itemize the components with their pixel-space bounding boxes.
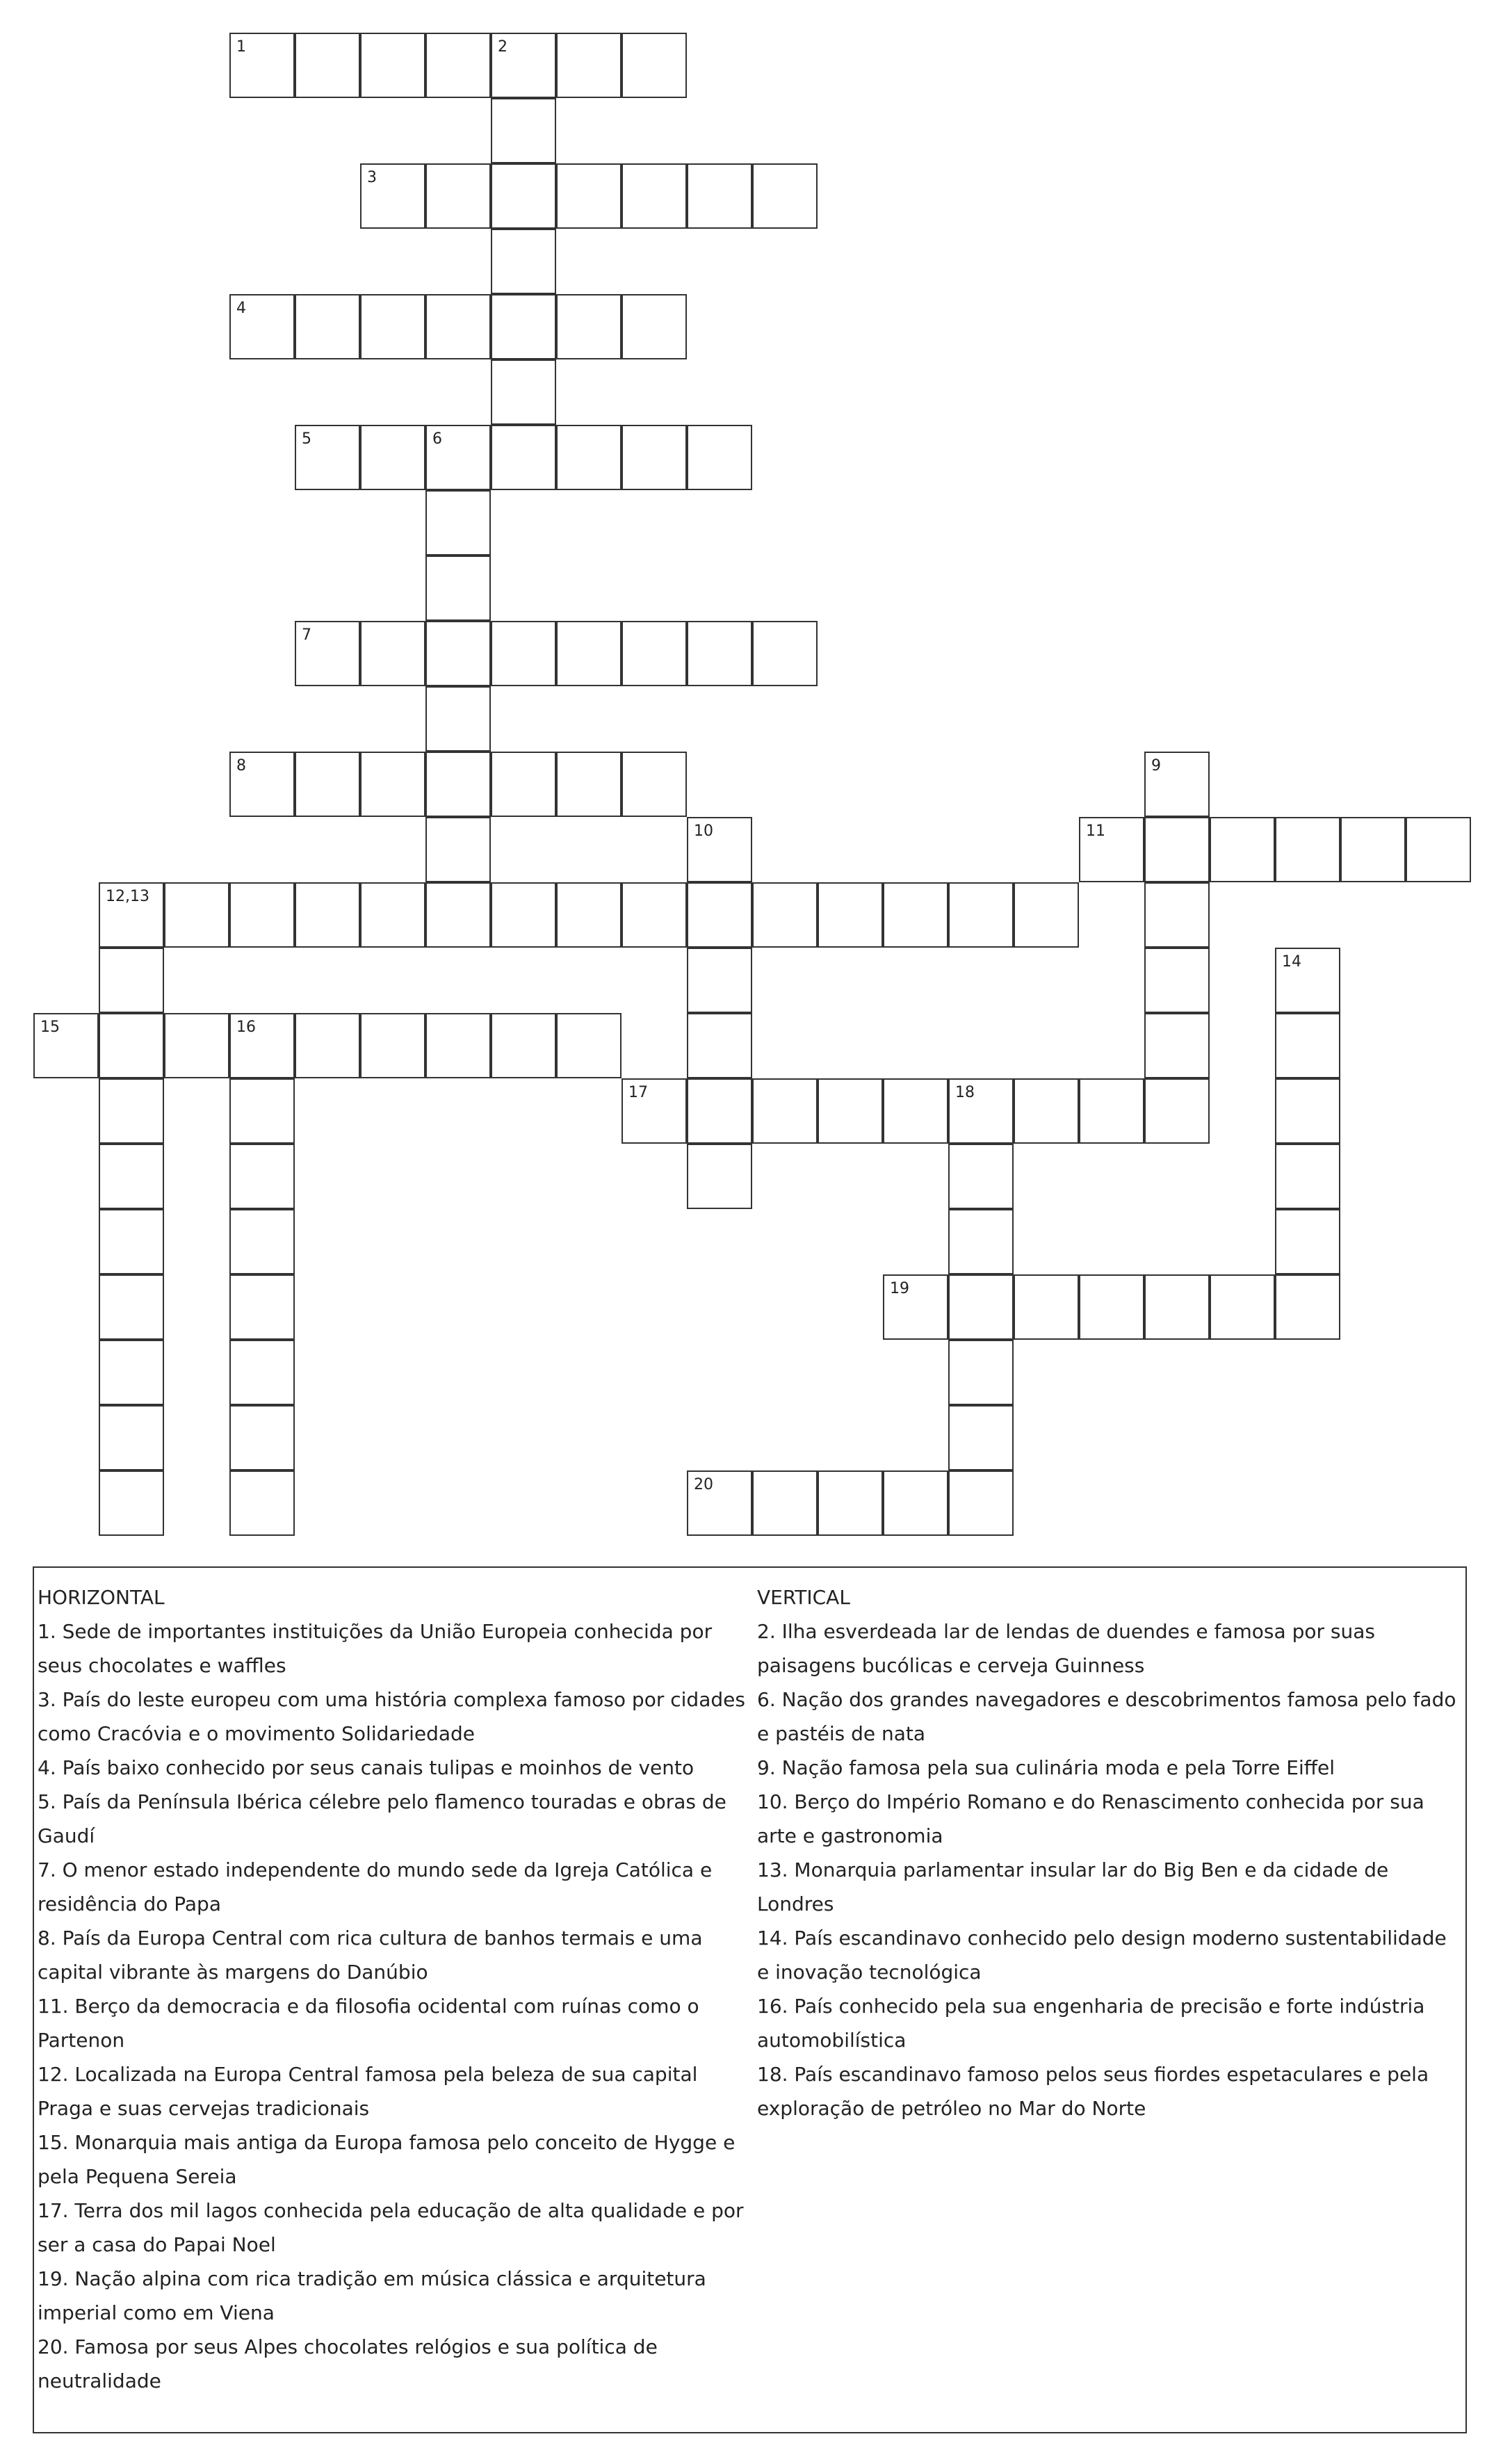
- horizontal-clues: [38, 1580, 754, 2398]
- vertical-title: VERTICAL: [757, 1586, 850, 1609]
- crossword-cell[interactable]: [99, 1209, 164, 1274]
- crossword-cell[interactable]: [1340, 817, 1406, 882]
- crossword-cell[interactable]: [752, 163, 818, 229]
- crossword-cell[interactable]: [425, 33, 491, 98]
- horizontal-clue: 17. Terra dos mil lagos conhecida pela educação de alta qualidade e por ser a casa do Papai Noel: [38, 2199, 744, 2256]
- crossword-cell[interactable]: [491, 98, 556, 163]
- crossword-cell[interactable]: [425, 752, 491, 817]
- crossword-cell[interactable]: [360, 294, 425, 359]
- crossword-cell[interactable]: [360, 882, 425, 948]
- vertical-clue: 14. País escandinavo conhecido pelo design moderno sustentabilidade e inovação tecnológica: [757, 1927, 1447, 1984]
- crossword-cell[interactable]: [425, 621, 491, 686]
- clue-number: 18: [955, 1084, 975, 1101]
- clue-number: 2: [498, 38, 507, 56]
- crossword-cell[interactable]: [360, 1013, 425, 1078]
- crossword-cell[interactable]: [687, 621, 752, 686]
- crossword-cell[interactable]: [425, 556, 491, 621]
- crossword-cell[interactable]: [948, 1144, 1014, 1209]
- horizontal-clue: 4. País baixo conhecido por seus canais tulipas e moinhos de vento: [38, 1756, 694, 1779]
- crossword-cell[interactable]: [164, 1013, 229, 1078]
- clue-number: 9: [1151, 757, 1161, 775]
- crossword-cell[interactable]: [1014, 882, 1079, 948]
- crossword-cell[interactable]: [425, 490, 491, 556]
- crossword-cell[interactable]: [425, 425, 491, 490]
- vertical-clue: 9. Nação famosa pela sua culinária moda e pela Torre Eiffel: [757, 1756, 1335, 1779]
- crossword-cell[interactable]: [1144, 752, 1210, 817]
- crossword-cell[interactable]: [425, 1013, 491, 1078]
- crossword-cell[interactable]: [425, 294, 491, 359]
- crossword-cell[interactable]: [687, 948, 752, 1013]
- clue-number: 1: [236, 38, 246, 56]
- crossword-cell[interactable]: [687, 817, 752, 882]
- clue-number: 4: [236, 300, 246, 317]
- crossword-cell[interactable]: [491, 33, 556, 98]
- crossword-cell[interactable]: [556, 621, 621, 686]
- horizontal-clue: 8. País da Europa Central com rica cultura de banhos termais e uma capital vibrante às margens do Danúbio: [38, 1927, 703, 1984]
- crossword-cell[interactable]: [1275, 948, 1340, 1013]
- crossword-cell[interactable]: [229, 752, 295, 817]
- crossword-cell[interactable]: [752, 1078, 818, 1144]
- horizontal-clue: 7. O menor estado independente do mundo sede da Igreja Católica e residência do Papa: [38, 1858, 713, 1915]
- crossword-cell[interactable]: [1144, 817, 1210, 882]
- horizontal-clue: 1. Sede de importantes instituições da União Europeia conhecida por seus chocolates e waffles: [38, 1620, 713, 1677]
- crossword-cell[interactable]: [99, 1340, 164, 1405]
- crossword-cell[interactable]: [948, 1470, 1014, 1536]
- crossword-cell[interactable]: [1079, 817, 1144, 882]
- crossword-cell[interactable]: [99, 882, 164, 948]
- crossword-cell[interactable]: [1144, 882, 1210, 948]
- crossword-cell[interactable]: [1275, 1013, 1340, 1078]
- crossword-cell[interactable]: [229, 1078, 295, 1144]
- crossword-cell[interactable]: [621, 1078, 687, 1144]
- horizontal-clue: 15. Monarquia mais antiga da Europa famosa pelo conceito de Hygge e pela Pequena Sereia: [38, 2131, 736, 2188]
- crossword-cell[interactable]: [99, 1078, 164, 1144]
- crossword-cell[interactable]: [491, 1013, 556, 1078]
- crossword-cell[interactable]: [99, 1470, 164, 1536]
- crossword-cell[interactable]: [752, 882, 818, 948]
- crossword-cell[interactable]: [948, 1405, 1014, 1470]
- crossword-cell[interactable]: [229, 294, 295, 359]
- crossword-cell[interactable]: [1079, 1078, 1144, 1144]
- clue-number: 17: [628, 1084, 648, 1101]
- vertical-clue: 13. Monarquia parlamentar insular lar do Big Ben e da cidade de Londres: [757, 1858, 1389, 1915]
- horizontal-clue: 11. Berço da democracia e da filosofia ocidental com ruínas como o Partenon: [38, 1995, 699, 2052]
- crossword-cell[interactable]: [425, 882, 491, 948]
- crossword-cell[interactable]: [621, 163, 687, 229]
- crossword-cell[interactable]: [687, 1144, 752, 1209]
- crossword-cell[interactable]: [1406, 817, 1471, 882]
- crossword-cell[interactable]: [1275, 1209, 1340, 1274]
- crossword-cell[interactable]: [425, 686, 491, 752]
- crossword-cell[interactable]: [33, 1013, 99, 1078]
- crossword-cell[interactable]: [1275, 817, 1340, 882]
- crossword-cell[interactable]: [1275, 1078, 1340, 1144]
- crossword-cell[interactable]: [360, 33, 425, 98]
- crossword-cell[interactable]: [99, 1013, 164, 1078]
- crossword-cell[interactable]: [229, 1470, 295, 1536]
- crossword-cell[interactable]: [295, 425, 360, 490]
- crossword-cell[interactable]: [1210, 817, 1275, 882]
- crossword-cell[interactable]: [295, 1013, 360, 1078]
- clue-number: 14: [1282, 953, 1301, 971]
- crossword-cell[interactable]: [1079, 1274, 1144, 1340]
- clue-number: 3: [367, 169, 377, 186]
- crossword-cell[interactable]: [687, 425, 752, 490]
- crossword-cell[interactable]: [229, 1340, 295, 1405]
- crossword-cell[interactable]: [99, 1144, 164, 1209]
- crossword-cell[interactable]: [229, 33, 295, 98]
- crossword-cell[interactable]: [556, 425, 621, 490]
- crossword-cell[interactable]: [752, 1470, 818, 1536]
- clue-box: [33, 1566, 1467, 2433]
- horizontal-clue: 19. Nação alpina com rica tradição em música clássica e arquitetura imperial como em Viena: [38, 2267, 706, 2324]
- clue-number: 6: [432, 430, 442, 448]
- clue-number: 19: [890, 1280, 909, 1297]
- vertical-clue: 16. País conhecido pela sua engenharia de precisão e forte indústria automobilística: [757, 1995, 1425, 2052]
- crossword-cell[interactable]: [621, 33, 687, 98]
- clue-number: 10: [694, 822, 713, 840]
- crossword-cell[interactable]: [818, 1078, 883, 1144]
- crossword-cell[interactable]: [99, 948, 164, 1013]
- horizontal-clue: 20. Famosa por seus Alpes chocolates relógios e sua política de neutralidade: [38, 2335, 658, 2392]
- clue-number: 15: [40, 1019, 60, 1036]
- horizontal-clue: 5. País da Península Ibérica célebre pelo flamenco touradas e obras de Gaudí: [38, 1790, 726, 1847]
- horizontal-clue: 12. Localizada na Europa Central famosa pela beleza de sua capital Praga e suas cervejas tradicionais: [38, 2063, 698, 2120]
- crossword-cell[interactable]: [948, 882, 1014, 948]
- crossword-cell[interactable]: [99, 1274, 164, 1340]
- crossword-cell[interactable]: [621, 621, 687, 686]
- crossword-cell[interactable]: [295, 621, 360, 686]
- crossword-cell[interactable]: [295, 294, 360, 359]
- crossword-cell[interactable]: [687, 1470, 752, 1536]
- crossword-cell[interactable]: [491, 163, 556, 229]
- crossword-cell[interactable]: [948, 1209, 1014, 1274]
- clue-number: 5: [302, 430, 311, 448]
- crossword-cell[interactable]: [360, 752, 425, 817]
- crossword-cell[interactable]: [1014, 1078, 1079, 1144]
- clue-number: 8: [236, 757, 246, 775]
- clue-number: 11: [1086, 822, 1105, 840]
- crossword-cell[interactable]: [621, 882, 687, 948]
- clue-number: 16: [236, 1019, 256, 1036]
- crossword-cell[interactable]: [556, 33, 621, 98]
- crossword-cell[interactable]: [229, 882, 295, 948]
- crossword-cell[interactable]: [425, 817, 491, 882]
- crossword-cell[interactable]: [491, 359, 556, 425]
- crossword-cell[interactable]: [1014, 1274, 1079, 1340]
- crossword-cell[interactable]: [621, 425, 687, 490]
- crossword-cell[interactable]: [556, 752, 621, 817]
- crossword-cell[interactable]: [556, 163, 621, 229]
- crossword-cell[interactable]: [948, 1274, 1014, 1340]
- crossword-cell[interactable]: [1210, 1274, 1275, 1340]
- crossword-cell[interactable]: [818, 1470, 883, 1536]
- crossword-cell[interactable]: [621, 294, 687, 359]
- crossword-cell[interactable]: [491, 621, 556, 686]
- crossword-cell[interactable]: [229, 1013, 295, 1078]
- crossword-cell[interactable]: [948, 1078, 1014, 1144]
- crossword-cell[interactable]: [491, 229, 556, 294]
- clue-number: 20: [694, 1476, 713, 1493]
- crossword-cell[interactable]: [229, 1209, 295, 1274]
- crossword-cell[interactable]: [360, 425, 425, 490]
- crossword-cell[interactable]: [295, 752, 360, 817]
- crossword-cell[interactable]: [229, 1405, 295, 1470]
- crossword-cell[interactable]: [621, 752, 687, 817]
- crossword-cell[interactable]: [1275, 1144, 1340, 1209]
- crossword-cell[interactable]: [1144, 1274, 1210, 1340]
- crossword-cell[interactable]: [948, 1340, 1014, 1405]
- crossword-cell[interactable]: [229, 1274, 295, 1340]
- crossword-cell[interactable]: [491, 752, 556, 817]
- crossword-cell[interactable]: [360, 163, 425, 229]
- vertical-clue: 6. Nação dos grandes navegadores e descobrimentos famosa pelo fado e pastéis de nata: [757, 1688, 1456, 1745]
- crossword-cell[interactable]: [1144, 1013, 1210, 1078]
- crossword-cell[interactable]: [556, 1013, 621, 1078]
- crossword-cell[interactable]: [295, 33, 360, 98]
- crossword-cell[interactable]: [883, 882, 948, 948]
- crossword-cell[interactable]: [99, 1405, 164, 1470]
- horizontal-title: HORIZONTAL: [38, 1586, 165, 1609]
- crossword-cell[interactable]: [752, 621, 818, 686]
- vertical-clue: 18. País escandinavo famoso pelos seus fiordes espetaculares e pela exploração de petróleo no Mar do Norte: [757, 2063, 1429, 2120]
- vertical-clue: 10. Berço do Império Romano e do Renascimento conhecida por sua arte e gastronomia: [757, 1790, 1424, 1847]
- crossword-cell[interactable]: [556, 294, 621, 359]
- crossword-cell[interactable]: [883, 1470, 948, 1536]
- crossword-cell[interactable]: [687, 1013, 752, 1078]
- clue-number: 12,13: [106, 888, 149, 905]
- crossword-cell[interactable]: [295, 882, 360, 948]
- crossword-cell[interactable]: [818, 882, 883, 948]
- crossword-cell[interactable]: [491, 882, 556, 948]
- crossword-cell[interactable]: [687, 163, 752, 229]
- crossword-cell[interactable]: [425, 163, 491, 229]
- vertical-clues: [757, 1580, 1459, 2125]
- crossword-cell[interactable]: [360, 621, 425, 686]
- crossword-cell[interactable]: [556, 882, 621, 948]
- crossword-cell[interactable]: [687, 1078, 752, 1144]
- crossword-cell[interactable]: [883, 1078, 948, 1144]
- clue-number: 7: [302, 626, 311, 644]
- horizontal-clue: 3. País do leste europeu com uma história complexa famoso por cidades como Cracóvia e o movimento Solidariedade: [38, 1688, 745, 1745]
- crossword-cell[interactable]: [164, 882, 229, 948]
- vertical-clue: 2. Ilha esverdeada lar de lendas de duendes e famosa por suas paisagens bucólicas e cerveja Guinness: [757, 1620, 1375, 1677]
- crossword-cell[interactable]: [687, 882, 752, 948]
- crossword-cell[interactable]: [1275, 1274, 1340, 1340]
- crossword-cell[interactable]: [491, 294, 556, 359]
- crossword-cell[interactable]: [1144, 948, 1210, 1013]
- crossword-cell[interactable]: [1144, 1078, 1210, 1144]
- crossword-cell[interactable]: [229, 1144, 295, 1209]
- crossword-cell[interactable]: [883, 1274, 948, 1340]
- crossword-cell[interactable]: [491, 425, 556, 490]
